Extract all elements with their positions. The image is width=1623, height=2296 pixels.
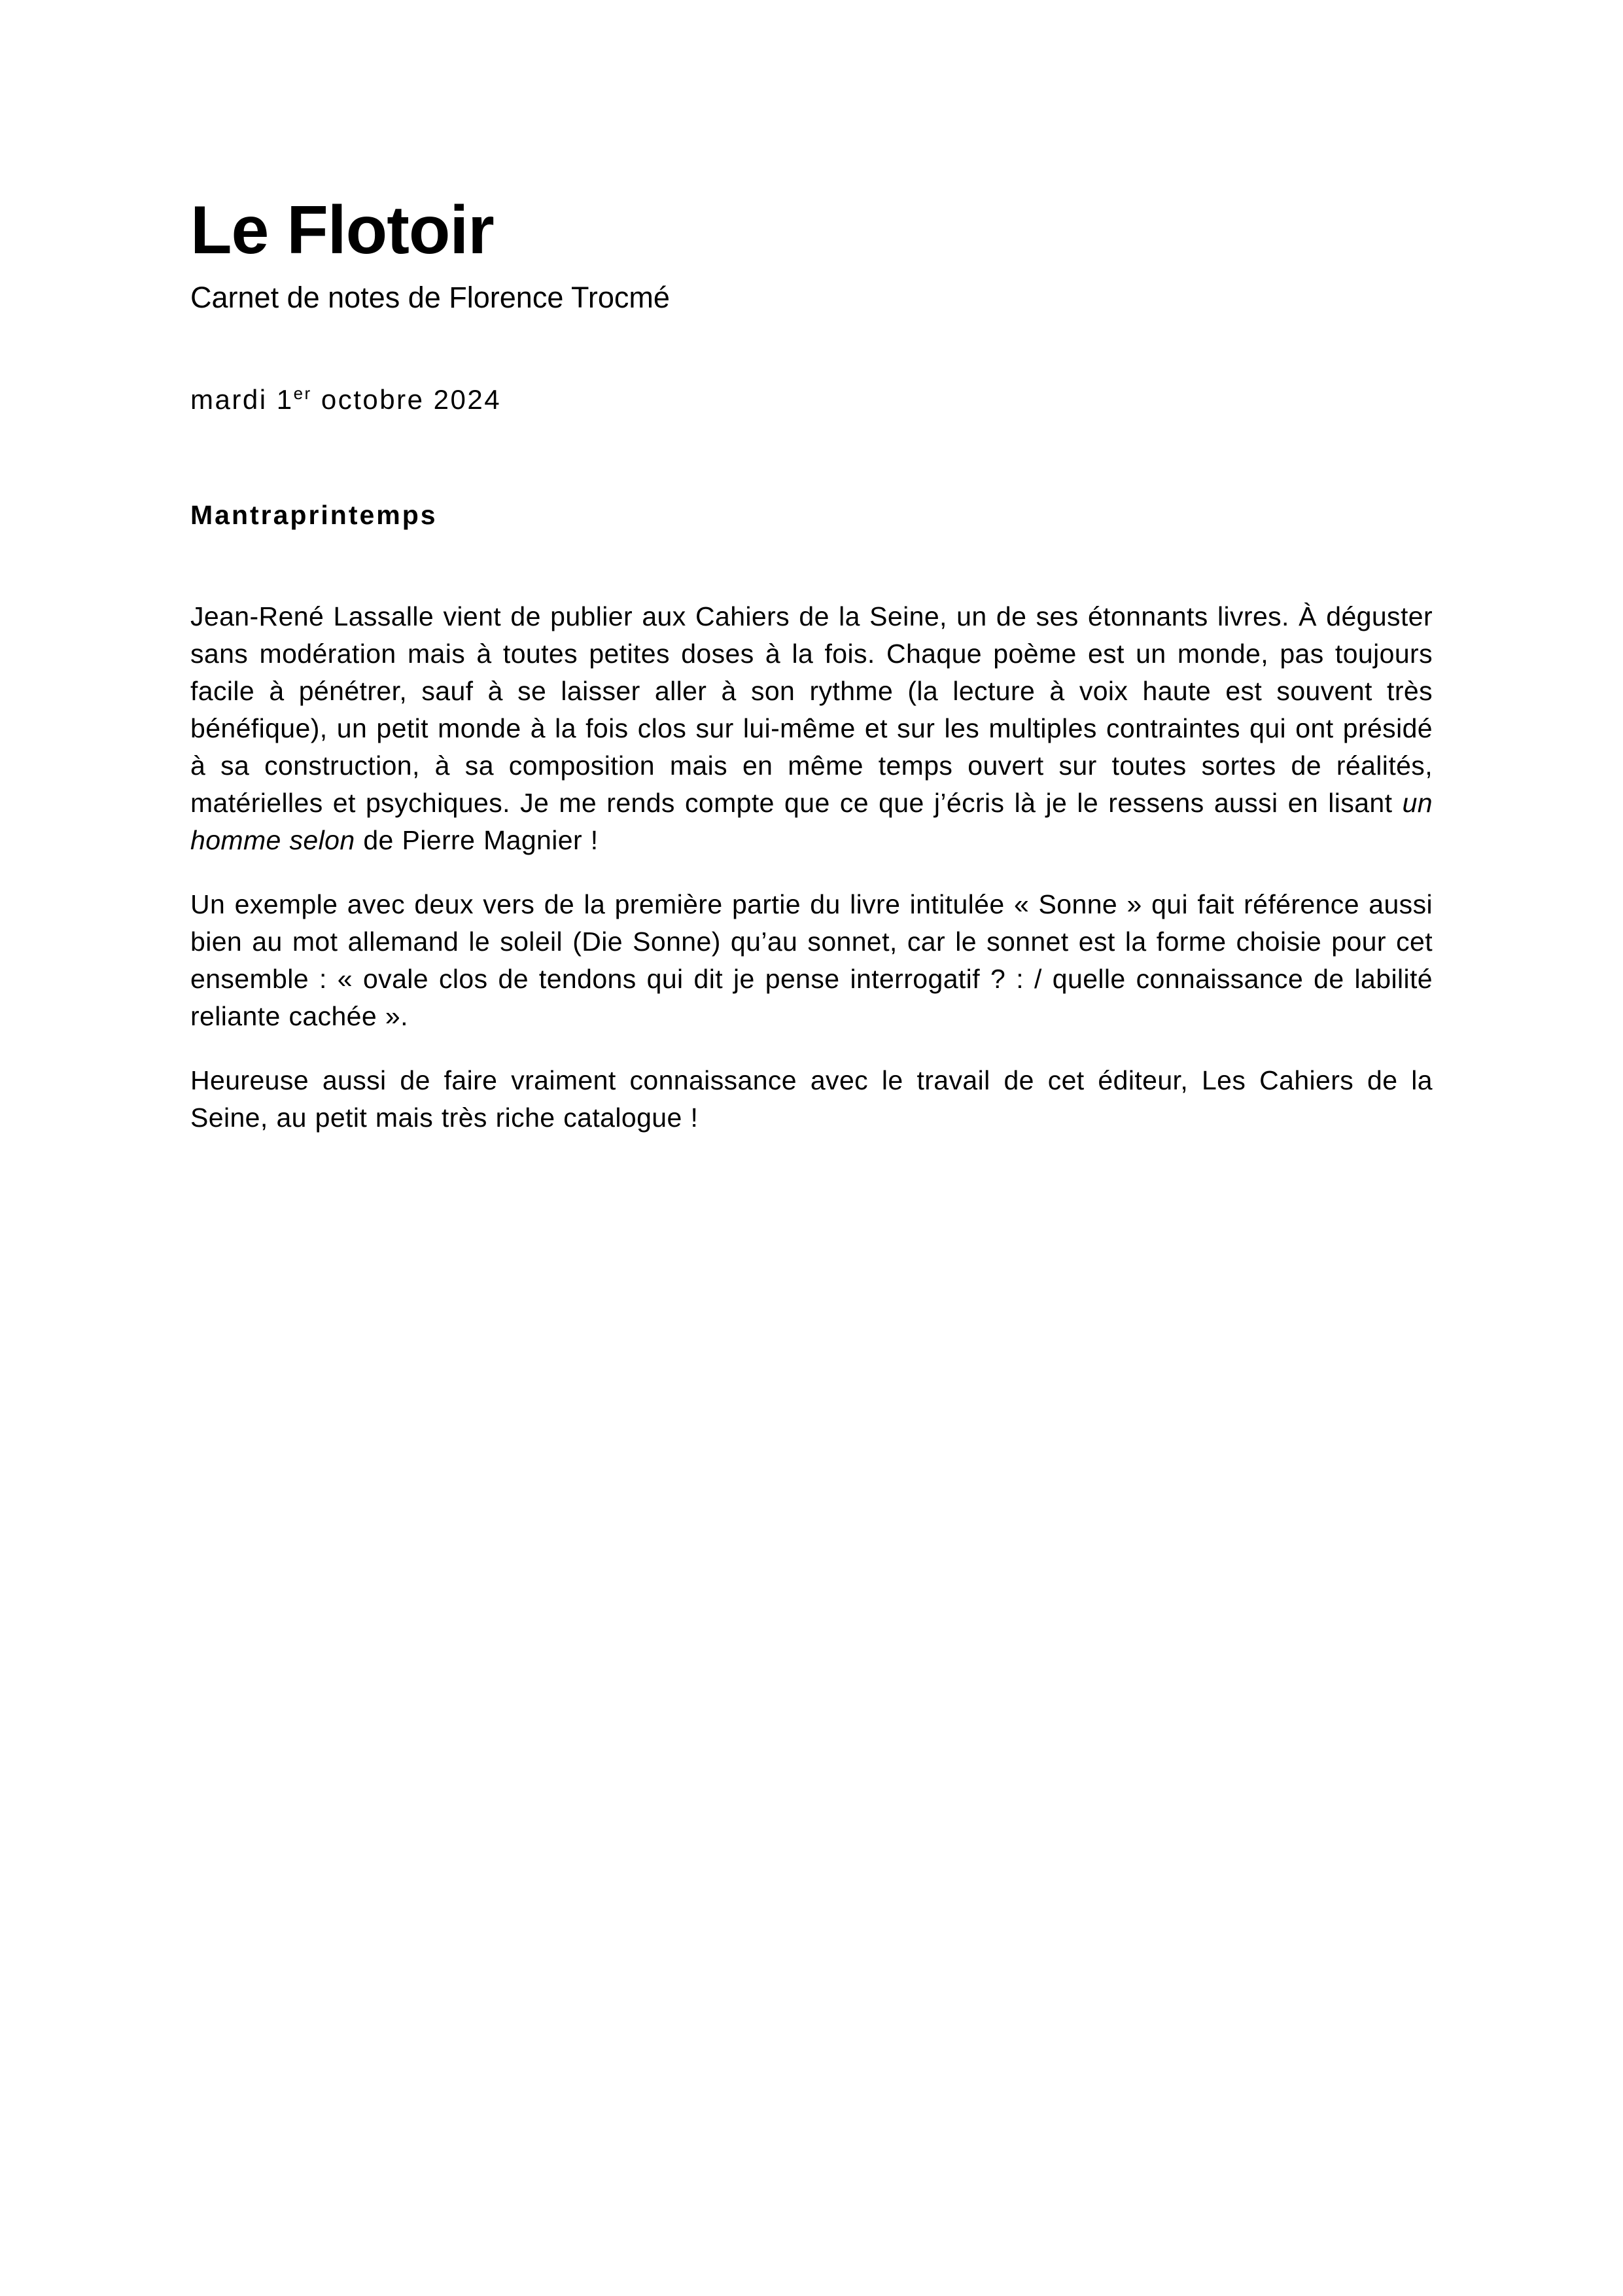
date-prefix: mardi 1 — [190, 384, 294, 415]
body-paragraph — [190, 1062, 1433, 1137]
date-line — [190, 383, 1433, 415]
document-content — [0, 192, 1623, 1137]
article-body — [190, 598, 1433, 1137]
text-segment: Jean-René Lassalle vient de publier aux Cahiers de la Seine, un de ses étonnants livres. À déguster sans modération mais à toutes petites doses à la fois. Chaque poème est un monde, pas toujours facile à pénétrer, sauf à se laisser aller à son rythme (la lecture à voix haute est souvent très bénéfique), un petit monde à la fois clos sur lui-même et sur les multiples contraintes qui ont présidé à sa construction, à sa composition mais en même temps ouvert sur toutes sortes de réalités, matérielles et psychiques. Je me rends compte que ce que j’écris là je le ressens aussi en lisant — [190, 601, 1433, 818]
italic-text-segment: un homme selon — [190, 788, 1433, 855]
date-ordinal-superscript: er — [293, 383, 312, 403]
date-suffix: octobre 2024 — [311, 384, 502, 415]
page-title: Le Flotoir — [190, 192, 494, 268]
section-heading: Mantraprintemps — [190, 500, 438, 530]
page-subtitle: Carnet de notes de Florence Trocmé — [190, 281, 670, 314]
text-segment: Un exemple avec deux vers de la première partie du livre intitulée « Sonne » qui fait référence aussi bien au mot allemand le soleil (Die Sonne) qu’au sonnet, car le sonnet est la forme choisie pour cet ensemble : « ovale clos de tendons qui dit je pense interrogatif ? : / quelle connaissance de labilité reliante cachée ». — [190, 889, 1433, 1031]
body-paragraph — [190, 598, 1433, 859]
text-segment: de Pierre Magnier ! — [355, 825, 599, 855]
text-segment: Heureuse aussi de faire vraiment connaissance avec le travail de cet éditeur, Les Cahiers de la Seine, au petit mais très riche catalogue ! — [190, 1065, 1433, 1133]
body-paragraph — [190, 886, 1433, 1035]
document-header — [190, 192, 1433, 314]
